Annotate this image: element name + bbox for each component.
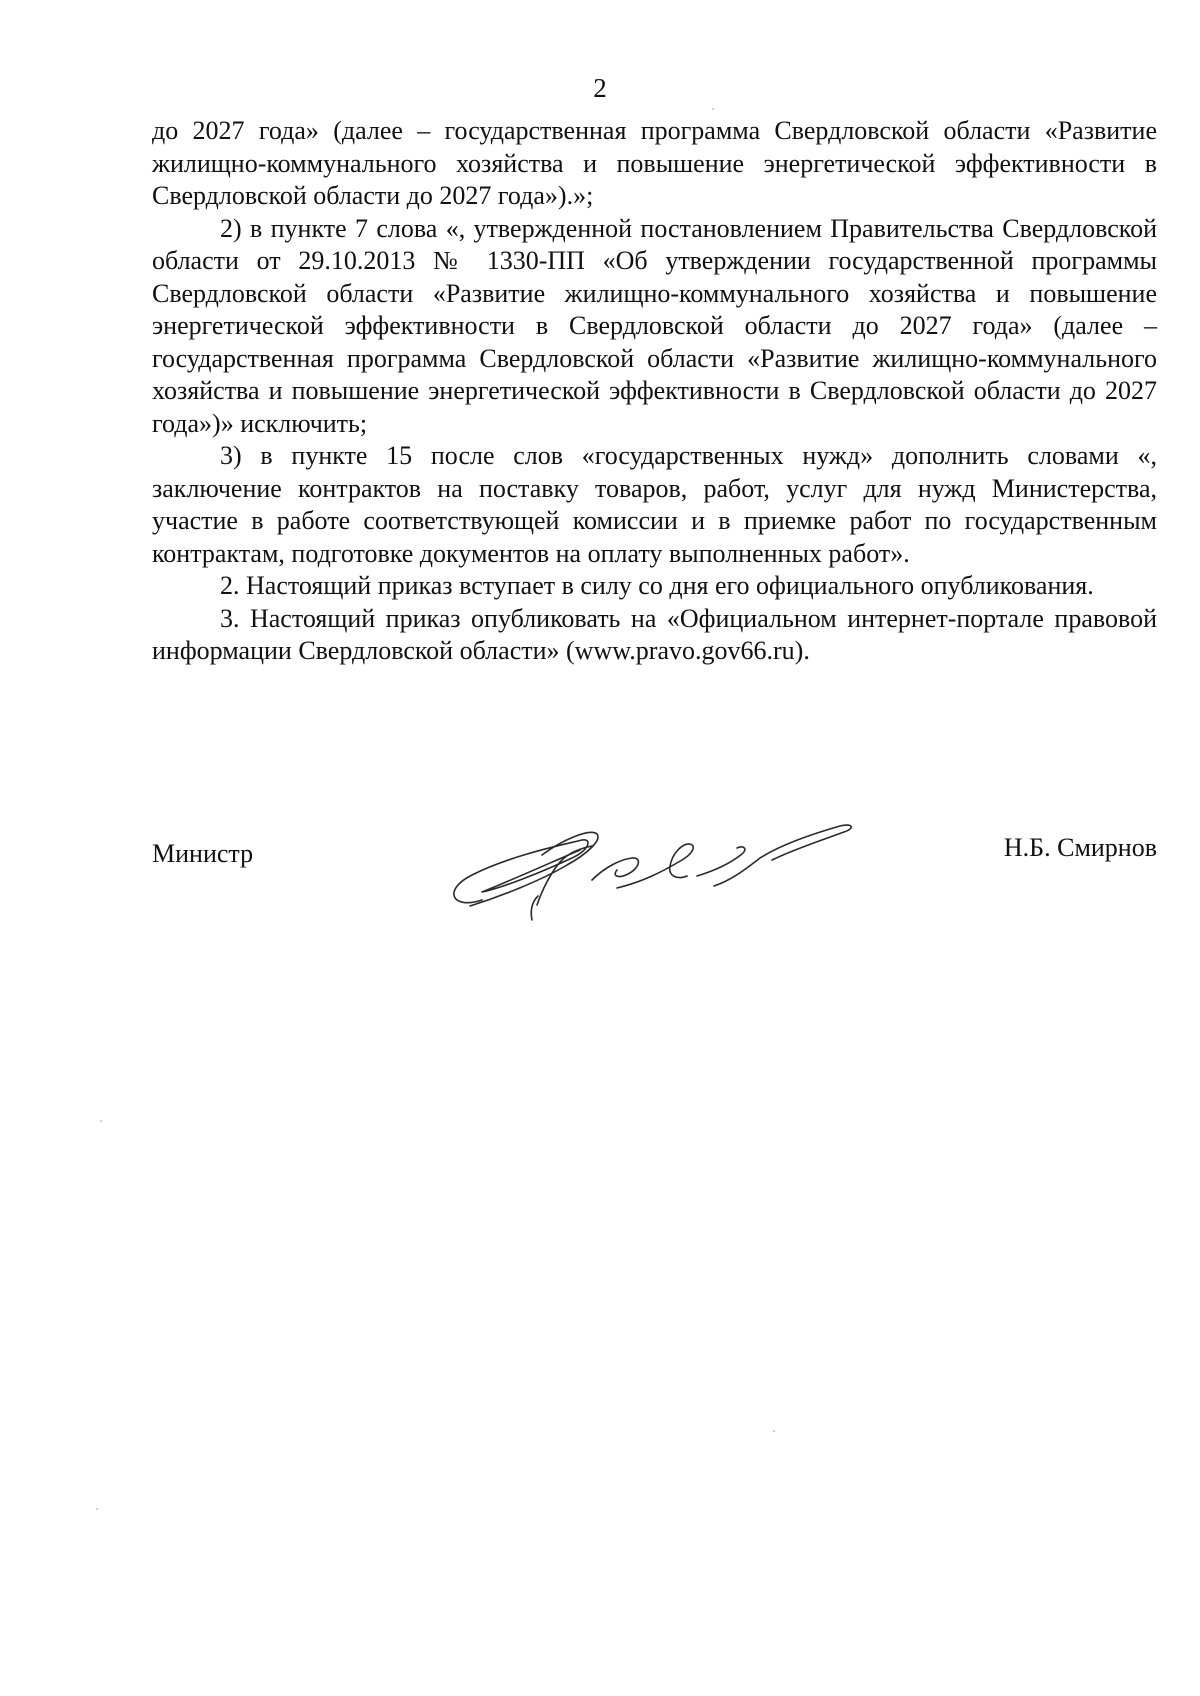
signature-block: [152, 828, 1157, 918]
document-body: [152, 115, 1157, 668]
page-number: 2: [593, 73, 607, 103]
paragraph-item-3: 3) в пункте 15 после слов «государственных нужд» дополнить словами «, заключение контрактов на поставку товаров, работ, услуг для нужд Министерства, участие в работе соответствующей комиссии и в приемке работ по государственным контрактам, подготовке документов на оплату выполненных работ».: [152, 441, 1157, 568]
paragraph-item-2: 2) в пункте 7 слова «, утвержденной постановлением Правительства Свердловской области от 29.10.2013 № 1330-ПП «Об утверждении государственной программы Свердловской области «Развитие жилищно-коммунального хозяйства и повышение энергетической эффективности в Свердловской области до 2027 года» (далее – государственная программа Свердловской области «Развитие жилищно-коммунального хозяйства и повышение энергетической эффективности в Свердловской области до 2027 года»)» исключить;: [152, 213, 1157, 438]
signature-stroke: [592, 858, 638, 880]
signature-stroke: [697, 847, 745, 876]
handwritten-signature-icon: [442, 810, 872, 930]
signatory-name: Н.Б. Смирнов: [1003, 833, 1157, 862]
paragraph-clause-3: 3. Настоящий приказ опубликовать на «Официальном интернет-портале правовой информации Свердловской области» (www.pravo.gov66.ru).: [152, 603, 1157, 665]
signature-stroke: [454, 840, 588, 903]
paragraph-continuation: до 2027 года» (далее – государственная программа Свердловской области «Развитие жилищно-коммунального хозяйства и повышение энергетической эффективности в Свердловской области до 2027 года»).»;: [152, 116, 1157, 210]
scan-artifact: [712, 108, 714, 110]
scan-artifact: [100, 1120, 102, 1122]
signature-stroke: [531, 896, 538, 920]
signature-stroke: [617, 844, 693, 888]
scan-artifact: [96, 1508, 98, 1510]
scan-artifact: [773, 1430, 775, 1432]
paragraph-clause-2: 2. Настоящий приказ вступает в силу со дня его официального опубликования.: [220, 571, 1094, 600]
signature-stroke: [714, 825, 851, 886]
signatory-title: Министр: [152, 839, 254, 868]
